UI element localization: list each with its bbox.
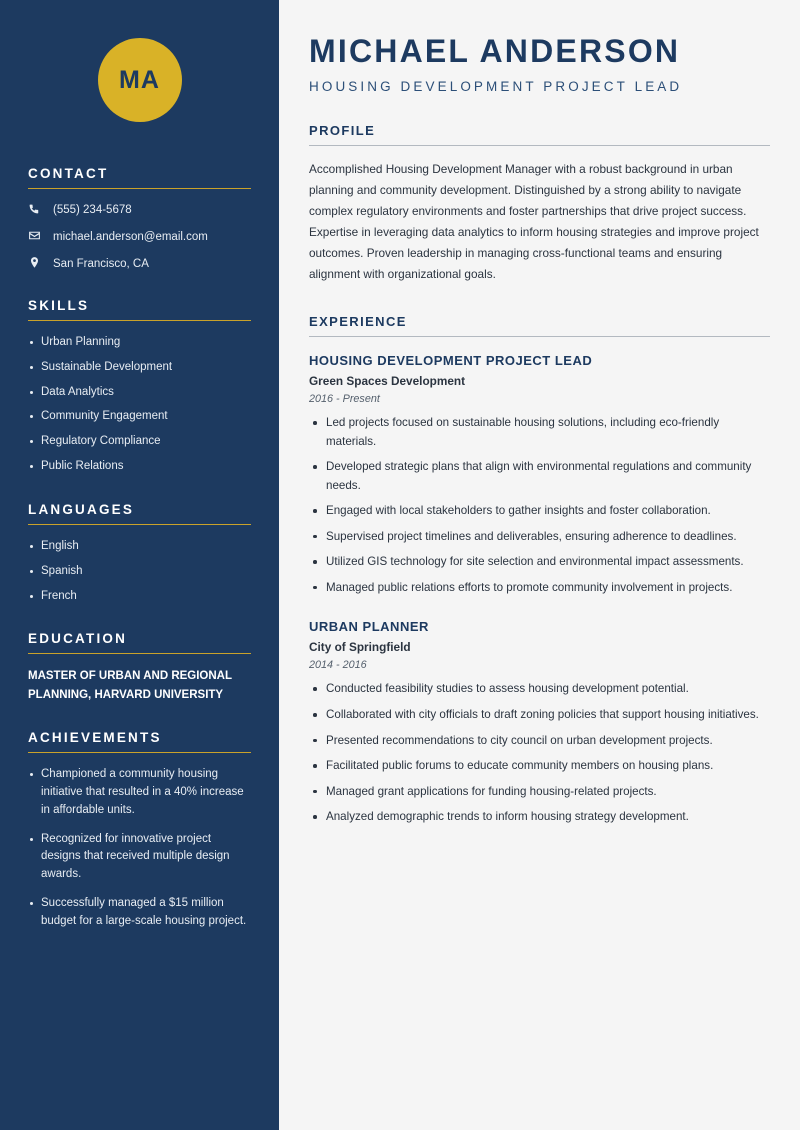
list-item: Managed public relations efforts to promote community involvement in projects. — [309, 579, 770, 598]
achievements-list — [28, 766, 251, 931]
experience-company: City of Springfield — [309, 640, 411, 655]
list-item: Led projects focused on sustainable housing solutions, including eco-friendly materials. — [309, 414, 770, 451]
list-item: Regulatory Compliance — [28, 433, 251, 451]
list-item: Data Analytics — [28, 384, 251, 402]
list-item: Recognized for innovative project designs that received multiple design awards. — [28, 831, 251, 884]
map-pin-icon — [28, 256, 41, 272]
list-item: Analyzed demographic trends to inform housing strategy development. — [309, 808, 770, 827]
section-title-profile: PROFILE — [309, 123, 770, 146]
envelope-icon — [28, 229, 41, 245]
experience-bullets — [309, 680, 770, 826]
list-item: Spanish — [28, 563, 251, 581]
sidebar-section-achievements — [0, 730, 279, 931]
main-content — [279, 0, 800, 1130]
sidebar-section-languages — [0, 502, 279, 605]
list-item: Presented recommendations to city council on urban development projects. — [309, 732, 770, 751]
experience-item — [309, 619, 770, 826]
list-item: French — [28, 588, 251, 606]
list-item: Conducted feasibility studies to assess housing development potential. — [309, 680, 770, 699]
experience-bullets — [309, 414, 770, 597]
section-title-experience: EXPERIENCE — [309, 314, 770, 337]
list-item: Supervised project timelines and deliverables, ensuring adherence to deadlines. — [309, 528, 770, 547]
sidebar-languages-title: LANGUAGES — [28, 502, 251, 525]
sidebar-section-contact — [0, 166, 279, 272]
contact-phone[interactable] — [28, 202, 251, 218]
list-item: Public Relations — [28, 458, 251, 476]
experience-title: HOUSING DEVELOPMENT PROJECT LEAD — [309, 353, 593, 369]
list-item: Engaged with local stakeholders to gather insights and foster collaboration. — [309, 502, 770, 521]
list-item: English — [28, 538, 251, 556]
avatar-wrap — [0, 0, 279, 166]
experience-company: Green Spaces Development — [309, 374, 466, 389]
sidebar — [0, 0, 279, 1130]
list-item: Urban Planning — [28, 334, 251, 352]
list-item: Facilitated public forums to educate community members on housing plans. — [309, 757, 770, 776]
sidebar-contact-title: CONTACT — [28, 166, 251, 189]
experience-dates: 2016 - Present — [309, 393, 380, 406]
list-item: Successfully managed a $15 million budget for a large-scale housing project. — [28, 895, 251, 931]
contact-location-value: San Francisco, CA — [53, 258, 149, 270]
languages-list — [28, 538, 251, 605]
sidebar-achievements-title: ACHIEVEMENTS — [28, 730, 251, 753]
list-item: Managed grant applications for funding housing-related projects. — [309, 783, 770, 802]
sidebar-section-skills — [0, 298, 279, 476]
contact-location[interactable] — [28, 256, 251, 272]
experience-title: URBAN PLANNER — [309, 619, 429, 635]
job-role-subtitle: HOUSING DEVELOPMENT PROJECT LEAD — [309, 79, 683, 95]
contact-email-value: michael.anderson@email.com — [53, 231, 208, 243]
page-title: MICHAEL ANDERSON — [309, 33, 681, 69]
contact-phone-value: (555) 234-5678 — [53, 204, 132, 216]
sidebar-education-title: EDUCATION — [28, 631, 251, 654]
sidebar-section-education — [0, 631, 279, 704]
sidebar-skills-title: SKILLS — [28, 298, 251, 321]
experience-dates: 2014 - 2016 — [309, 659, 367, 672]
profile-text: Accomplished Housing Development Manager with a robust background in urban planning and community development. Distinguished by a strong ability to navigate complex regulatory environments and foster partnerships that drive project success. Expertise in leveraging data analytics to inform housing strategies and improve project outcomes. Proven leadership in managing cross-functional teams and ensuring alignment with organizational goals. — [309, 162, 759, 282]
education-entry: MASTER OF URBAN AND REGIONAL PLANNING, HARVARD UNIVERSITY — [28, 670, 232, 701]
list-item: Community Engagement — [28, 408, 251, 426]
experience-item — [309, 353, 770, 597]
list-item: Collaborated with city officials to draft zoning policies that support housing initiatives. — [309, 706, 770, 725]
avatar: MA — [98, 38, 182, 122]
list-item: Developed strategic plans that align with environmental regulations and community needs. — [309, 458, 770, 495]
list-item: Sustainable Development — [28, 359, 251, 377]
list-item: Utilized GIS technology for site selection and environmental impact assessments. — [309, 553, 770, 572]
skills-list — [28, 334, 251, 476]
contact-email[interactable] — [28, 229, 251, 245]
phone-icon — [28, 202, 41, 218]
list-item: Championed a community housing initiative that resulted in a 40% increase in affordable units. — [28, 766, 251, 819]
